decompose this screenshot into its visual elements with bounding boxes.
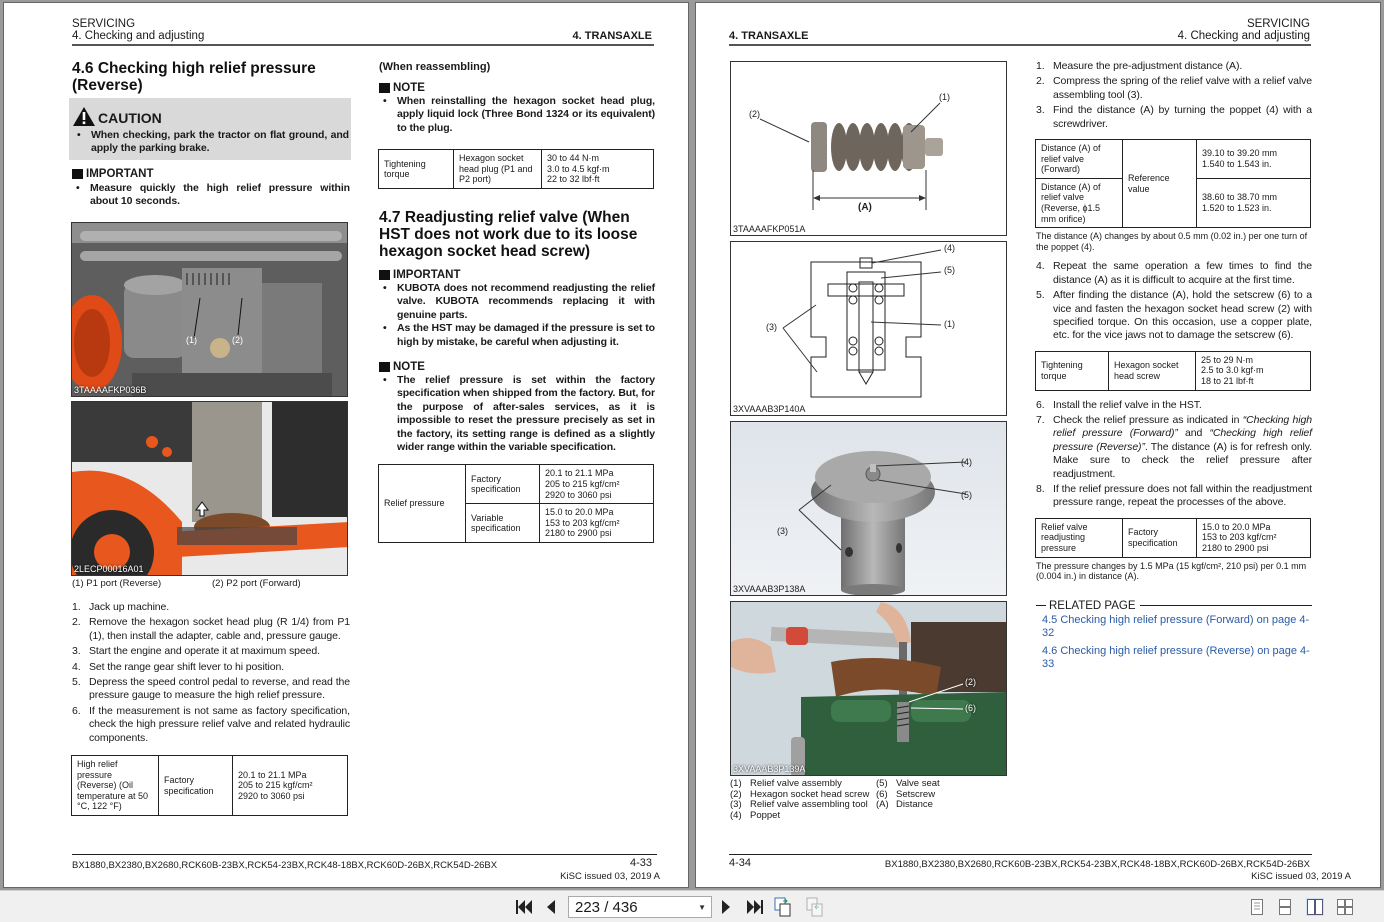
table-cell-item: Relief valve readjusting pressure	[1036, 518, 1123, 557]
table-cell-kind: Factory specification	[1123, 518, 1197, 557]
navigation-toolbar	[0, 890, 1384, 922]
warning-triangle-icon	[73, 107, 95, 126]
caption-p1: (1) P1 port (Reverse)	[72, 578, 162, 589]
related-page-heading: RELATED PAGE	[1036, 600, 1312, 612]
footer-issue: KiSC issued 03, 2019 A	[1251, 871, 1351, 882]
figure-assembling-tool	[730, 421, 1007, 596]
figure-relief-valve-section	[730, 241, 1007, 416]
spec-table-readjusting-pressure	[1035, 518, 1311, 558]
header-subsection: 4. Checking and adjusting	[1177, 30, 1310, 42]
figure-tractor-pedal	[71, 401, 348, 576]
figA-callout-1: (1)	[939, 92, 950, 102]
table-cell-item: Tightening torque	[1036, 351, 1109, 390]
figD-id: 3XVAAAB3P139A	[733, 764, 806, 774]
two-page-mode-button[interactable]	[1306, 898, 1324, 916]
header-chapter: 4. TRANSAXLE	[729, 30, 809, 42]
important-square-icon	[72, 169, 83, 179]
right-page-right-column	[1036, 60, 1312, 671]
important-label: IMPORTANT	[72, 168, 154, 180]
page-indicator[interactable]: 223 / 436	[575, 898, 638, 916]
table-cell-item: Distance (A) of relief valve (Reverse, ϕ1.5 mm orifice)	[1036, 178, 1123, 227]
left-page-right-column	[379, 61, 655, 543]
note-label: NOTE	[379, 82, 655, 94]
single-page-icon	[1251, 899, 1263, 915]
legend-key: (3)	[730, 799, 742, 811]
vice-photo-illustration	[731, 602, 1007, 776]
legend-value: Distance	[896, 799, 933, 811]
legend-value: Setscrew	[896, 788, 936, 800]
figA-id: 3TAAAAFKP051A	[733, 224, 806, 234]
step-item: 1. Jack up machine.	[72, 601, 170, 613]
figC-callout-3: (3)	[777, 526, 788, 536]
caution-box	[69, 98, 351, 160]
step-item: 4. Repeat the same operation a few times to find the distance (A) as it is difficult to acquire at the first time.	[1036, 260, 1312, 286]
step-item: 4. Set the range gear shift lever to hi position.	[72, 660, 285, 673]
figD-callout-6: (6)	[965, 703, 976, 713]
figure-vice-fastening	[730, 601, 1007, 776]
spec-table-screw-torque	[1035, 351, 1311, 391]
legend-value: Relief valve assembling tool	[750, 799, 868, 811]
figC-callout-4: (4)	[961, 457, 972, 467]
header-rule	[729, 44, 1311, 46]
reassembling-heading: (When reassembling)	[379, 61, 491, 73]
figB-callout-1: (1)	[944, 319, 955, 329]
footer-page-number: 4-33	[629, 857, 652, 869]
fig2-id: 2LECP00016A01	[74, 564, 144, 574]
header-section: SERVICING	[1246, 18, 1310, 30]
footer-rule	[729, 854, 1312, 855]
related-link-4-6[interactable]: 4.6 Checking high relief pressure (Reverse) on page 4-33	[1042, 644, 1310, 671]
steps-and-table-4-6	[72, 601, 350, 816]
page-left	[3, 2, 689, 888]
figA-callout-2: (2)	[749, 109, 760, 119]
step-item: 2. Compress the spring of the relief valve with a relief valve assembling tool (3).	[1036, 75, 1312, 101]
step-item: 2. Remove the hexagon socket head plug (R 1/4) from P1 (1), then install the adapter, cable and, pressure gauge.	[72, 616, 350, 642]
legend-key: (1)	[730, 778, 742, 789]
previous-view-icon	[774, 897, 792, 917]
two-page-icon	[1307, 899, 1323, 915]
table-cell-part: Hexagon socket head screw	[1109, 351, 1196, 390]
legend-value: Valve seat	[896, 778, 940, 789]
figA-callout-A: (A)	[858, 202, 872, 213]
first-page-button[interactable]	[513, 897, 535, 917]
figD-callout-2: (2)	[965, 677, 976, 687]
table-cell-part: Hexagon socket head plug (P1 and P2 port)	[454, 150, 542, 189]
table-cell-kind: Variable specification	[466, 504, 540, 543]
table-cell-values: 20.1 to 21.1 MPa 205 to 215 kgf/cm² 2920 to 3060 psi	[233, 756, 348, 816]
table-cell-values: 30 to 44 N·m 3.0 to 4.5 kgf·m 22 to 32 lbf·ft	[542, 150, 654, 189]
step-item: 6. Install the relief valve in the HST.	[1036, 398, 1202, 411]
legend-key: (4)	[730, 809, 742, 821]
table-cell-values: 38.60 to 38.70 mm 1.520 to 1.523 in.	[1197, 178, 1311, 227]
note-text-reassembly: • When reinstalling the hexagon socket head plug, apply liquid lock (Three Bond 1324 or its equivalent) to the plug.	[379, 95, 655, 135]
table-cell-item: Distance (A) of relief valve (Forward)	[1036, 140, 1123, 179]
caption-p2: (2) P2 port (Forward)	[212, 578, 301, 589]
header-section: SERVICING	[72, 18, 136, 30]
important-square-icon	[379, 270, 390, 280]
distance-note: The distance (A) changes by about 0.5 mm (0.02 in.) per one turn of the poppet (4).	[1036, 231, 1308, 252]
caution-label: CAUTION	[98, 110, 162, 126]
legend-key: (5)	[876, 778, 888, 789]
page-dropdown-icon[interactable]: ▼	[698, 903, 706, 912]
header-subsection: 4. Checking and adjusting	[72, 30, 205, 42]
note-text-4-7: • The relief pressure is set within the factory specification when shipped from the factory. But, for the purpose of after-sales services, as it is impossible to reset the pressure precisely as set in the factory, its setting range is defined as a slightly wider range within the variable specification.	[379, 374, 655, 454]
important-item: • As the HST may be damaged if the pressure is set to high by mistake, be careful when adjusting it.	[379, 322, 655, 349]
legend-key: (6)	[876, 788, 888, 800]
spec-table-relief-pressure	[378, 464, 654, 543]
steps-list-4-6	[72, 601, 350, 747]
previous-page-button[interactable]	[543, 897, 559, 917]
continuous-mode-button[interactable]	[1276, 898, 1294, 916]
next-view-button[interactable]	[804, 897, 826, 917]
table-cell-kind: Reference value	[1123, 140, 1197, 228]
table-cell-kind: Factory specification	[159, 756, 233, 816]
figB-callout-4: (4)	[944, 243, 955, 253]
note-square-icon	[379, 362, 390, 372]
fig1-id: 3TAAAAFKP036B	[74, 385, 147, 395]
footer-page-number: 4-34	[729, 857, 752, 869]
step-item: 3. Find the distance (A) by turning the poppet (4) with a screwdriver.	[1036, 104, 1312, 130]
single-page-mode-button[interactable]	[1248, 898, 1266, 916]
figC-id: 3XVAAAB3P138A	[733, 584, 806, 594]
footer-rule	[72, 854, 657, 855]
last-page-button[interactable]	[744, 897, 766, 917]
figB-callout-5: (5)	[944, 265, 955, 275]
legend-value: Relief valve assembly	[750, 778, 842, 789]
next-page-button[interactable]	[718, 897, 734, 917]
footer-issue: KiSC issued 03, 2019 A	[560, 871, 660, 882]
related-link-4-5[interactable]: 4.5 Checking high relief pressure (Forward) on page 4-32	[1042, 613, 1310, 640]
legend-key: (A)	[876, 799, 889, 811]
figC-callout-5: (5)	[961, 490, 972, 500]
legend-key: (2)	[730, 788, 742, 800]
figure-legend	[730, 779, 1020, 821]
table-cell-values: 25 to 29 N·m 2.5 to 3.0 kgf·m 18 to 21 lbf·ft	[1196, 351, 1311, 390]
continuous-page-icon	[1279, 899, 1291, 915]
previous-view-button[interactable]	[772, 897, 794, 917]
table-cell-values: 15.0 to 20.0 MPa 153 to 203 kgf/cm² 2180 to 2900 psi	[1197, 518, 1311, 557]
steps-list-4-7-b	[1036, 260, 1312, 344]
step-item: 3. Start the engine and operate it at maximum speed.	[72, 645, 320, 658]
steps-list-4-7-a	[1036, 60, 1312, 133]
page-right	[695, 2, 1381, 888]
engine-photo-illustration	[72, 223, 348, 397]
previous-page-icon	[546, 899, 556, 915]
table-cell-item: High relief pressure (Reverse) (Oil temperature at 50 °C, 122 °F)	[72, 756, 159, 816]
pressure-note: The pressure changes by 1.5 MPa (15 kgf/cm², 210 psi) per 0.1 mm (0.004 in.) in distance (A).	[1036, 560, 1307, 582]
figure-engine-ports	[71, 222, 348, 397]
fig1-callout-1: (1)	[186, 335, 197, 345]
section-title-4-6: 4.6 Checking high relief pressure (Reverse)	[72, 60, 316, 94]
step-item: 5. After finding the distance (A), hold the setscrew (6) to a vice and fasten the hexagon socket head screw (2) with specified torque. On this occasion, use a copper plate, etc. for the vice jaws not to damage the setscrew (6).	[1036, 289, 1312, 342]
step-item: 5. Depress the speed control pedal to reverse, and read the pressure gauge to measure the high relief pressure.	[72, 676, 350, 702]
tractor-pedal-photo-illustration	[72, 402, 348, 576]
next-page-icon	[721, 899, 731, 915]
figB-callout-3: (3)	[766, 322, 777, 332]
next-view-icon	[806, 897, 824, 917]
last-page-icon	[746, 899, 764, 915]
important-text: • Measure quickly the high relief pressure within about 10 seconds.	[72, 182, 350, 209]
table-cell-values: 20.1 to 21.1 MPa 205 to 215 kgf/cm² 2920 to 3060 psi	[540, 465, 654, 504]
legend-value: Poppet	[750, 809, 781, 821]
note-label-4-7: NOTE	[379, 361, 655, 373]
header-rule	[72, 44, 654, 46]
step-item: 6. If the measurement is not same as factory specification, check the high pressure relief valve and related hydraulic components.	[72, 704, 350, 744]
table-cell-kind: Factory specification	[466, 465, 540, 504]
fig1-callout-2: (2)	[232, 335, 243, 345]
table-cell-item: Relief pressure	[379, 465, 466, 543]
table-cell-values: 39.10 to 39.20 mm 1.540 to 1.543 in.	[1197, 140, 1311, 179]
figB-id: 3XVAAAB3P140A	[733, 404, 806, 414]
table-cell-item: Tightening torque	[379, 150, 454, 189]
page-number-input[interactable]	[568, 896, 712, 918]
figure-relief-valve-distance	[730, 61, 1007, 236]
step-item: 1. Measure the pre-adjustment distance (A).	[1036, 60, 1243, 72]
note-square-icon	[379, 83, 390, 93]
legend-value: Hexagon socket head screw	[750, 788, 870, 800]
section-title-4-7: 4.7 Readjusting relief valve (When HST does not work due to its loose hexagon socket head screw)	[379, 209, 638, 260]
assembling-tool-photo-illustration	[731, 422, 1007, 596]
important-label-4-7: IMPORTANT	[379, 269, 655, 281]
table-cell-values: 15.0 to 20.0 MPa 153 to 203 kgf/cm² 2180 to 2900 psi	[540, 504, 654, 543]
spec-table-plug-torque	[378, 149, 654, 189]
step-item: 8. If the relief pressure does not fall within the readjustment pressure range, repeat the processes of the above.	[1036, 483, 1312, 509]
first-page-icon	[515, 899, 533, 915]
spec-table-high-relief-reverse	[71, 755, 348, 816]
footer-models: BX1880,BX2380,BX2680,RCK60B-23BX,RCK54-23BX,RCK48-18BX,RCK60D-26BX,RCK54D-26BX	[72, 860, 498, 871]
caution-text: • When checking, park the tractor on flat ground, and apply the parking brake.	[73, 129, 349, 156]
spec-table-distance	[1035, 139, 1311, 228]
header-chapter: 4. TRANSAXLE	[572, 30, 652, 42]
footer-models: BX1880,BX2380,BX2680,RCK60B-23BX,RCK54-23BX,RCK48-18BX,RCK60D-26BX,RCK54D-26BX	[884, 859, 1310, 870]
two-page-continuous-mode-button[interactable]	[1336, 898, 1354, 916]
step-item: 7. Check the relief pressure as indicated in “Checking high relief pressure (Forward)” and “Checking high relief pressure (Reverse)”. The distance (A) is for refresh only. Make sure to check the relief pressure after readjustment.	[1036, 414, 1312, 480]
two-page-continuous-icon	[1337, 899, 1353, 915]
important-item: • KUBOTA does not recommend readjusting the relief valve. KUBOTA recommends replacing it with genuine parts.	[379, 282, 655, 322]
steps-list-4-7-c	[1036, 399, 1312, 512]
